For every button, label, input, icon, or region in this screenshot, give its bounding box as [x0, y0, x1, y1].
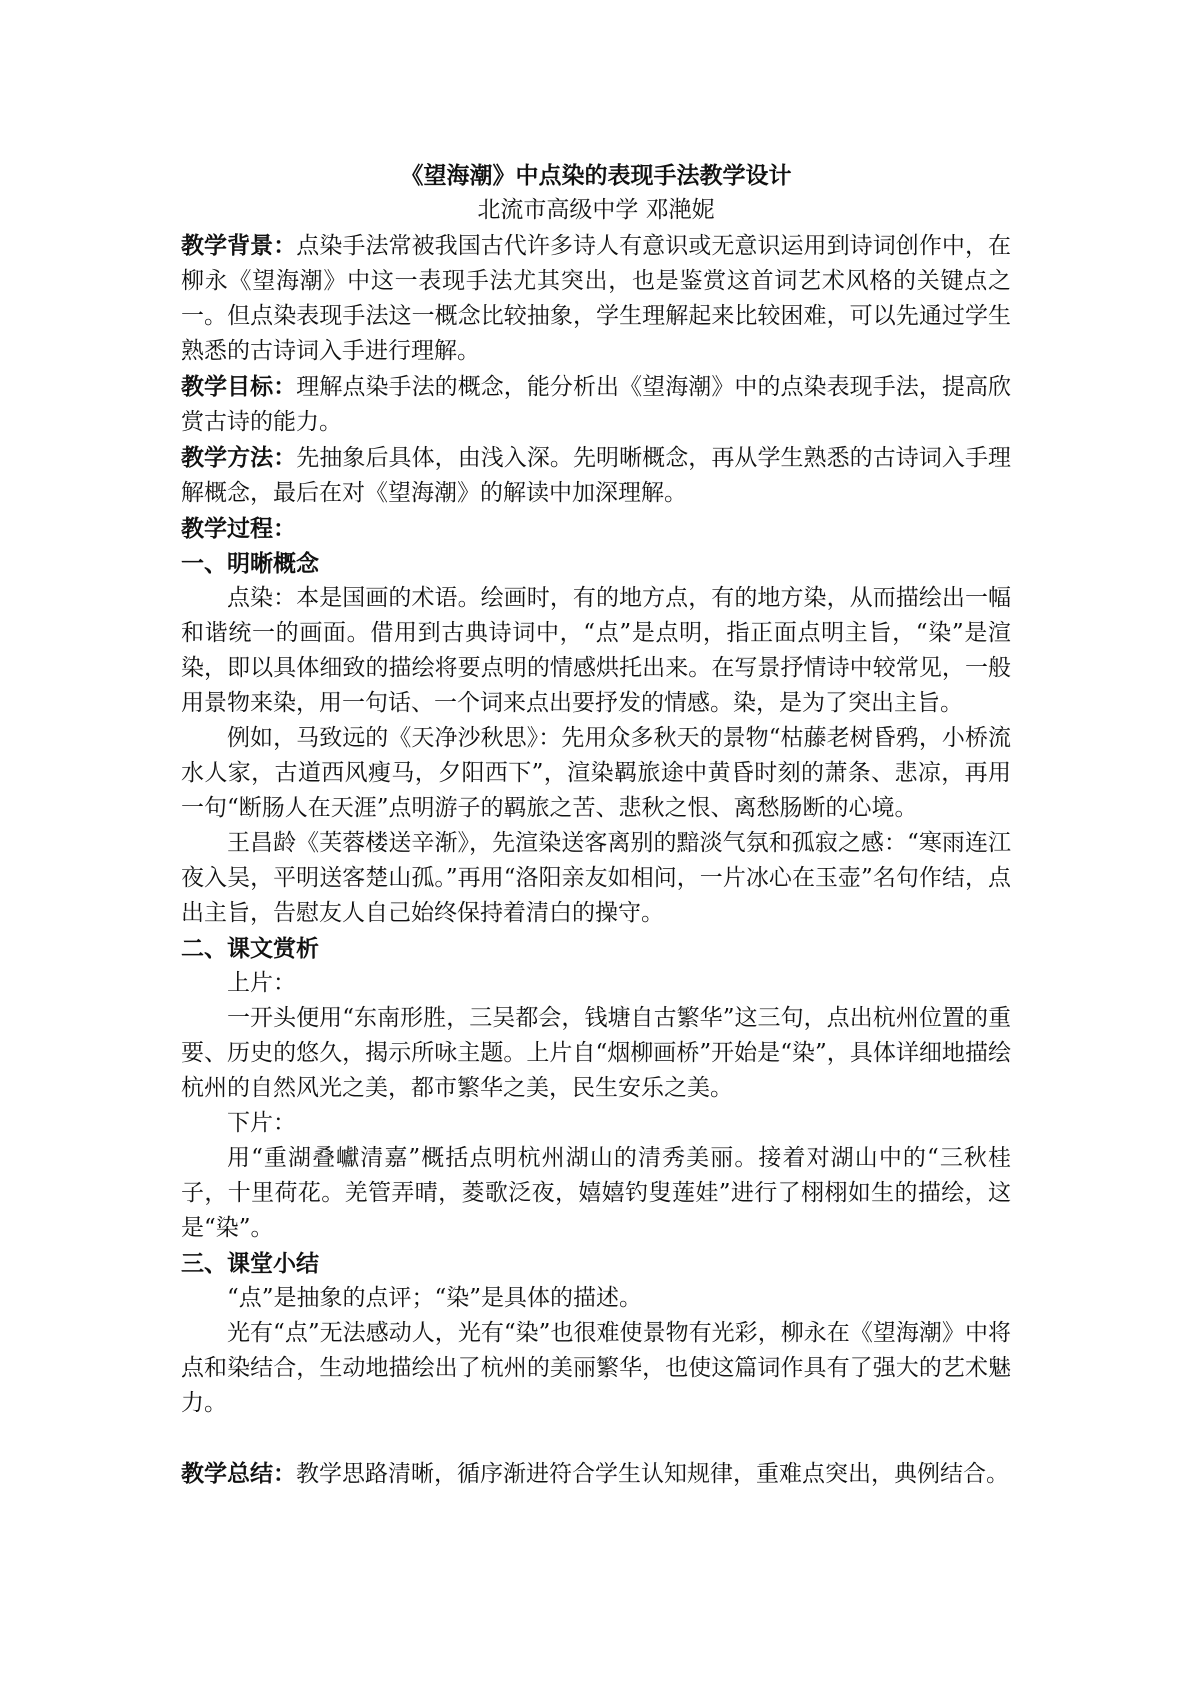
summary-label: 教学总结：	[181, 1460, 296, 1487]
background-text: 点染手法常被我国古代许多诗人有意识或无意识运用到诗词创作中，在柳永《望海潮》中这一表现手法尤其突出，也是鉴赏这首词艺术风格的关键点之一。但点染表现手法这一概念比较抽象，学生理解起来比较困难，可以先通过学生熟悉的古诗词入手进行理解。	[181, 233, 1012, 364]
section3-paragraph-2: 光有“点”无法感动人，光有“染”也很难使景物有光彩，柳永在《望海潮》中将点和染结合，生动地描绘出了杭州的美丽繁华，也使这篇词作具有了强大的艺术魅力。	[181, 1320, 1011, 1416]
section3-paragraph-1: “点”是抽象的点评；“染”是具体的描述。	[227, 1285, 643, 1311]
lower-label: 下片：	[227, 1110, 296, 1136]
summary-paragraph	[181, 1456, 1011, 1492]
background-paragraph	[181, 228, 1011, 369]
upper-text: 一开头便用“东南形胜，三吴都会，钱塘自古繁华”这三句，点出杭州位置的重要、历史的悠久，揭示所咏主题。上片自“烟柳画桥”开始是“染”，具体详细地描绘杭州的自然风光之美，都市繁华之美，民生安乐之美。	[181, 1005, 1011, 1101]
section3-heading: 三、课堂小结	[181, 1250, 319, 1277]
document-author: 北流市高级中学 邓滟妮	[477, 197, 715, 223]
section1-paragraph-1: 点染：本是国画的术语。绘画时，有的地方点，有的地方染，从而描绘出一幅和谐统一的画面。借用到古典诗词中，“点”是点明，指正面点明主旨，“染”是渲染，即以具体细致的描绘将要点明的情感烘托出来。在写景抒情诗中较常见，一般用景物来染，用一句话、一个词来点出要抒发的情感。染，是为了突出主旨。	[181, 585, 1011, 716]
goal-paragraph	[181, 369, 1011, 440]
process-label: 教学过程：	[181, 515, 296, 542]
spacer	[181, 1421, 1011, 1456]
summary-text: 教学思路清晰，循序渐进符合学生认知规律，重难点突出，典例结合。	[296, 1461, 1009, 1487]
lower-text: 用“重湖叠巘清嘉”概括点明杭州湖山的清秀美丽。接着对湖山中的“三秋桂子，十里荷花。羌管弄晴，菱歌泛夜，嬉嬉钓叟莲娃”进行了栩栩如生的描绘，这是“染”。	[181, 1145, 1011, 1241]
method-label: 教学方法：	[181, 444, 297, 471]
goal-text: 理解点染手法的概念，能分析出《望海潮》中的点染表现手法，提高欣赏古诗的能力。	[181, 374, 1012, 435]
method-paragraph	[181, 440, 1011, 511]
method-text: 先抽象后具体，由浅入深。先明晰概念，再从学生熟悉的古诗词入手理解概念，最后在对《望海潮》的解读中加深理解。	[181, 445, 1012, 506]
section1-paragraph-2: 例如，马致远的《天净沙秋思》：先用众多秋天的景物“枯藤老树昏鸦，小桥流水人家，古道西风瘦马，夕阳西下”，渲染羁旅途中黄昏时刻的萧条、悲凉，再用一句“断肠人在天涯”点明游子的羁旅之苦、悲秋之恨、离愁肠断的心境。	[181, 725, 1011, 821]
section1-paragraph-3: 王昌龄《芙蓉楼送辛渐》，先渲染送客离别的黯淡气氛和孤寂之感：“寒雨连江夜入吴，平明送客楚山孤。”再用“洛阳亲友如相问，一片冰心在玉壶”名句作结，点出主旨，告慰友人自己始终保持着清白的操守。	[181, 830, 1011, 926]
section1-heading: 一、明晰概念	[181, 550, 319, 577]
document-title: 《望海潮》中点染的表现手法教学设计	[400, 162, 792, 189]
goal-label: 教学目标：	[181, 373, 297, 400]
upper-label: 上片：	[227, 970, 296, 996]
section2-heading: 二、课文赏析	[181, 935, 319, 962]
document-content	[181, 158, 1011, 1492]
background-label: 教学背景：	[181, 232, 297, 259]
